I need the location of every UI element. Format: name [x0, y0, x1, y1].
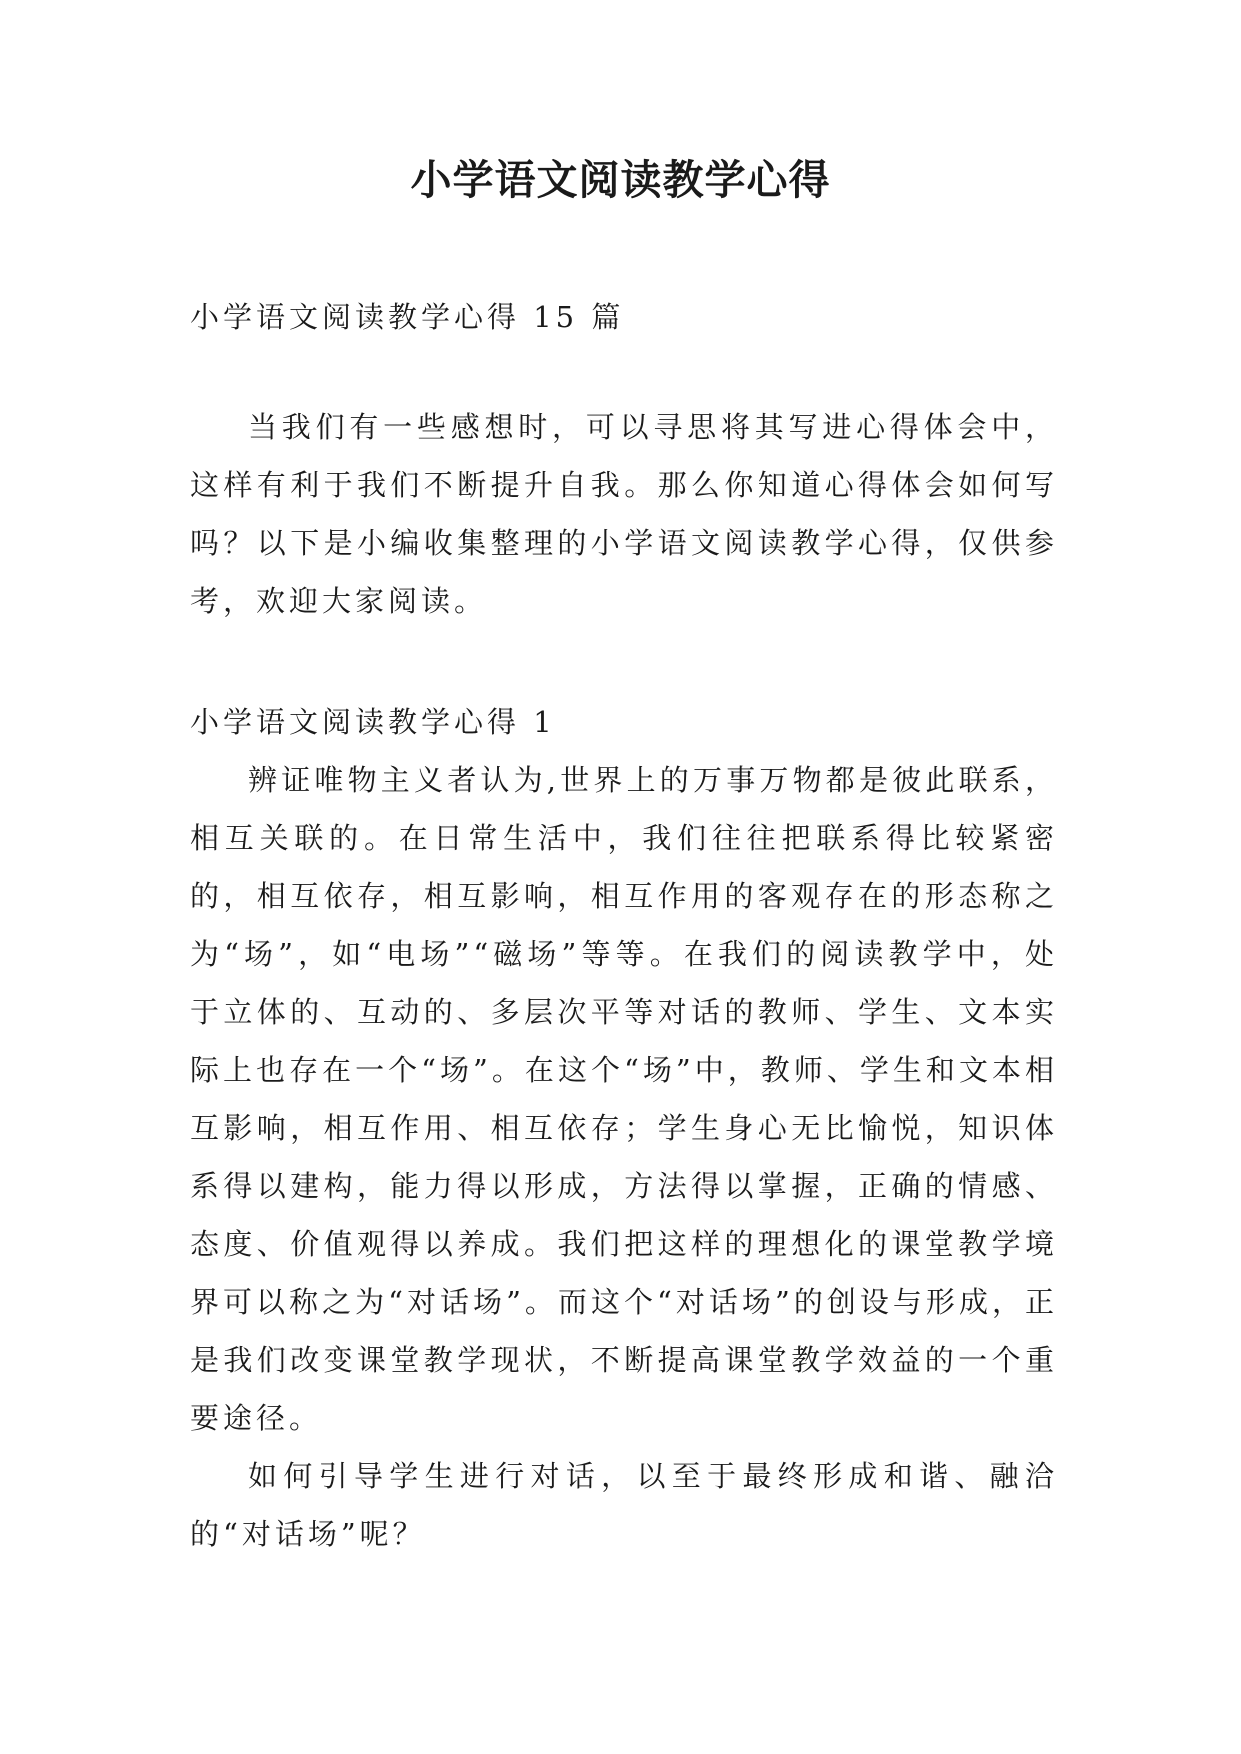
- page-title: 小学语文阅读教学心得: [410, 156, 831, 204]
- intro-paragraph: 当我们有一些感想时，可以寻思将其写进心得体会中，这样有利于我们不断提升自我。那么你知道心得体会如何写吗？以下是小编收集整理的小学语文阅读教学心得，仅供参考，欢迎大家阅读。: [190, 410, 1058, 618]
- document-subtitle-block: [190, 288, 1058, 346]
- document-subtitle: 小学语文阅读教学心得 15 篇: [190, 300, 625, 334]
- body-paragraph-1: 辨证唯物主义者认为,世界上的万事万物都是彼此联系，相互关联的。在日常生活中，我们往往把联系得比较紧密的，相互依存，相互影响，相互作用的客观存在的形态称之为“场”，如“电场”“磁场”等等。在我们的阅读教学中，处于立体的、互动的、多层次平等对话的教师、学生、文本实际上也存在一个“场”。在这个“场”中，教师、学生和文本相互影响，相互作用、相互依存；学生身心无比愉悦，知识体系得以建构，能力得以形成，方法得以掌握，正确的情感、态度、价值观得以养成。我们把这样的理想化的课堂教学境界可以称之为“对话场”。而这个“对话场”的创设与形成，正是我们改变课堂教学现状，不断提高课堂教学效益的一个重要途径。: [190, 763, 1058, 1435]
- section-heading: 小学语文阅读教学心得 1: [190, 705, 556, 739]
- section-1: [190, 693, 1058, 1563]
- intro-block: [190, 398, 1058, 630]
- body-paragraph-2: 如何引导学生进行对话，以至于最终形成和谐、融洽的“对话场”呢？: [190, 1459, 1058, 1551]
